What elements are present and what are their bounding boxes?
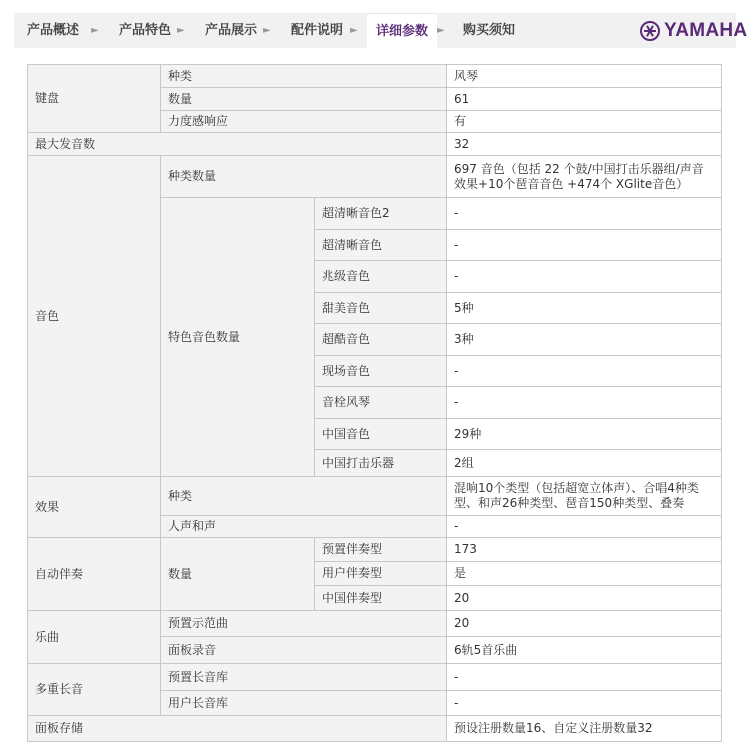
spec-label: 种类 [161,65,447,88]
tab-specifications[interactable]: 详细参数 [367,13,437,48]
row-header-effects: 效果 [28,477,161,538]
top-nav [0,0,750,62]
spec-value: 20 [447,586,722,611]
spec-sublabel: 兆级音色 [315,261,447,293]
row-header-registration: 面板存储 [28,716,447,742]
tab-overview[interactable]: 产品概述 [26,23,79,38]
spec-value: - [447,664,722,691]
table-row [28,664,722,691]
spec-sublabel: 中国打击乐器 [315,450,447,477]
spec-label: 人声和声 [161,516,447,538]
spec-sublabel: 现场音色 [315,356,447,387]
spec-value: 2组 [447,450,722,477]
spec-sublabel: 音栓风琴 [315,387,447,419]
spec-value: - [447,261,722,293]
spec-value: 61 [447,88,722,111]
spec-value: 预设注册数量16、自定义注册数量32 [447,716,722,742]
nav-bar [14,13,748,48]
spec-sublabel: 中国伴奏型 [315,586,447,611]
spec-label: 面板录音 [161,637,447,664]
brand-name: YAMAHA [664,19,748,41]
tab-gallery[interactable]: 产品展示 [204,23,257,38]
table-row [28,65,722,88]
spec-value: 有 [447,111,722,133]
table-row [28,611,722,637]
spec-label: 特色音色数量 [161,198,315,477]
row-header-polyphony: 最大发音数 [28,133,447,156]
spec-sublabel: 中国音色 [315,419,447,450]
spec-sublabel: 超清晰音色 [315,230,447,261]
spec-label: 种类 [161,477,447,516]
spec-sublabel: 超酷音色 [315,324,447,356]
row-header-accompaniment: 自动伴奏 [28,538,161,611]
yamaha-logo[interactable] [640,13,747,48]
separator-icon: ► [177,25,185,36]
spec-value: - [447,356,722,387]
spec-value: 697 音色（包括 22 个鼓/中国打击乐器组/声音效果+10个琶音音色 +474个 XGlite音色） [447,156,722,198]
spec-value: - [447,198,722,230]
spec-sublabel: 甜美音色 [315,293,447,324]
table-row [28,133,722,156]
spec-label: 数量 [161,538,315,611]
table-row [28,477,722,516]
separator-icon: ► [91,25,99,36]
spec-value: 风琴 [447,65,722,88]
spec-value: 20 [447,611,722,637]
spec-label: 预置示范曲 [161,611,447,637]
separator-icon: ► [350,25,358,36]
spec-value: 5种 [447,293,722,324]
spec-value: 29种 [447,419,722,450]
spec-label: 预置长音库 [161,664,447,691]
spec-value: - [447,387,722,419]
table-row [28,538,722,562]
spec-table [27,64,722,742]
spec-value: 173 [447,538,722,562]
spec-label: 力度感响应 [161,111,447,133]
spec-value: 3种 [447,324,722,356]
spec-label: 种类数量 [161,156,447,198]
spec-sublabel: 超清晰音色2 [315,198,447,230]
row-header-songs: 乐曲 [28,611,161,664]
row-header-keyboard: 键盘 [28,65,161,133]
tab-purchase-notes[interactable]: 购买须知 [462,23,515,38]
table-row [28,716,722,742]
spec-value: - [447,516,722,538]
spec-label: 数量 [161,88,447,111]
spec-sublabel: 用户伴奏型 [315,562,447,586]
spec-value: 32 [447,133,722,156]
spec-value: 6轨5首乐曲 [447,637,722,664]
spec-value: 是 [447,562,722,586]
separator-icon: ► [263,25,271,36]
row-header-multipad: 多重长音 [28,664,161,716]
spec-value: - [447,230,722,261]
spec-label: 用户长音库 [161,691,447,716]
table-row [28,156,722,198]
tab-accessories[interactable]: 配件说明 [290,23,343,38]
tuning-fork-icon [640,21,660,41]
spec-sublabel: 预置伴奏型 [315,538,447,562]
spec-value: - [447,691,722,716]
row-header-voices: 音色 [28,156,161,477]
spec-value: 混响10个类型（包括超宽立体声）、合唱4种类型、和声26种类型、琶音150种类型、叠奏 [447,477,722,516]
tab-features[interactable]: 产品特色 [118,23,171,38]
separator-icon: ► [437,25,445,36]
